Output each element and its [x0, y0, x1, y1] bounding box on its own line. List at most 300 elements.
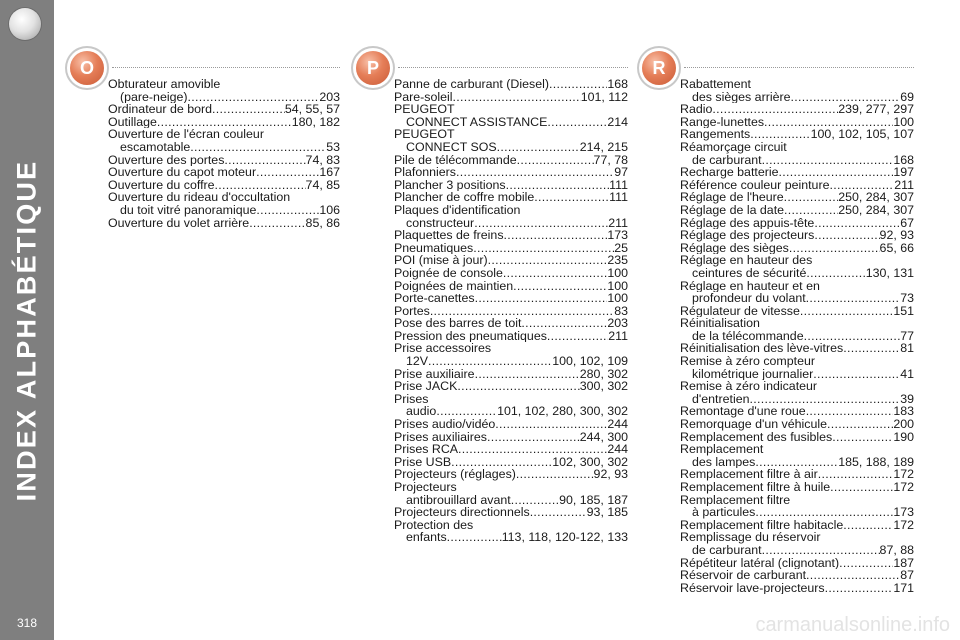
- entry-term: Portes: [394, 304, 430, 318]
- page-reference: 85, 86: [305, 216, 340, 230]
- entry-line: [394, 380, 628, 393]
- dot-leader: [750, 128, 810, 141]
- index-entry: [680, 418, 914, 431]
- sidebar-circle-icon: [9, 8, 41, 40]
- entry-term: Prise accessoires: [394, 342, 492, 356]
- entry-term: Recharge batterie: [680, 166, 779, 179]
- entry-subline: [680, 292, 914, 305]
- entry-subterm: des sièges arrière: [692, 90, 791, 104]
- dot-leader: [517, 154, 594, 167]
- entry-subline: [680, 368, 914, 381]
- entry-term: Prise auxiliaire: [394, 367, 475, 381]
- entry-term: Projecteurs directionnels: [394, 506, 530, 519]
- index-entry: [108, 179, 340, 192]
- page-reference: 77: [900, 329, 914, 343]
- page-reference: 244: [607, 418, 628, 431]
- entry-term: Remplissage du réservoir: [680, 531, 821, 544]
- entry-line: [680, 468, 914, 481]
- entry-line: [108, 78, 340, 91]
- entry-term: Plancher 3 positions: [394, 178, 506, 192]
- entry-term: Remise à zéro indicateur: [680, 380, 818, 393]
- entry-line: [108, 154, 340, 167]
- dot-leader: [458, 443, 607, 456]
- column-header: [356, 58, 628, 78]
- page-reference: 93, 185: [586, 506, 628, 519]
- dot-leader: [436, 405, 497, 418]
- page-reference: 300, 302: [579, 380, 628, 393]
- entry-line: [680, 519, 914, 532]
- entry-line: [394, 267, 628, 280]
- page-reference: 90, 185, 187: [559, 493, 628, 507]
- entry-list: [642, 78, 914, 594]
- dot-leader: [712, 103, 838, 116]
- index-entry: [680, 557, 914, 570]
- entry-line: [394, 418, 628, 431]
- page-reference: 250, 284, 307: [838, 203, 914, 217]
- page-reference: 67: [900, 216, 914, 230]
- entry-line: [680, 229, 914, 242]
- entry-term: Réglage en hauteur des: [680, 254, 813, 267]
- entry-line: [394, 78, 628, 91]
- index-entry: [394, 267, 628, 280]
- entry-line: [394, 330, 628, 343]
- entry-term: Prises auxiliaires: [394, 430, 487, 444]
- index-entry: [394, 229, 628, 242]
- entry-line: [680, 317, 914, 330]
- dot-leader: [487, 431, 580, 444]
- page-reference: 214, 215: [579, 140, 628, 154]
- entry-subterm: des lampes: [692, 455, 756, 469]
- entry-term: Réglage de l'heure: [680, 191, 784, 204]
- entry-term: Remplacement filtre habitacle: [680, 518, 844, 532]
- page-reference: 87, 88: [879, 543, 914, 557]
- entry-term: Répétiteur latéral (clignotant): [680, 556, 840, 570]
- index-entry: [394, 468, 628, 481]
- entry-line: [108, 103, 340, 116]
- entry-term: Prises: [394, 392, 429, 406]
- entry-subterm: de carburant: [692, 543, 762, 557]
- index-entry: [680, 569, 914, 582]
- dot-leader: [814, 229, 879, 242]
- entry-line: [394, 431, 628, 444]
- entry-term: Ouverture du coffre: [108, 178, 215, 192]
- page-reference: 100: [893, 115, 914, 129]
- entry-term: Plaquettes de freins: [394, 229, 504, 242]
- dot-leader: [456, 166, 614, 179]
- index-entry: [680, 204, 914, 217]
- page-reference: 111: [609, 191, 628, 204]
- page-reference: 151: [893, 304, 914, 318]
- dotted-divider: [112, 67, 340, 68]
- entry-term: Rabattement: [680, 78, 751, 91]
- entry-term: Remplacement filtre à air: [680, 468, 818, 481]
- dot-leader: [806, 405, 894, 418]
- page-reference: 106: [319, 203, 340, 217]
- index-entry: [394, 103, 628, 128]
- dot-leader: [825, 582, 894, 595]
- page-reference: 25: [614, 241, 628, 255]
- page-reference: 111: [609, 178, 628, 192]
- entry-term: Réservoir lave-projecteurs: [680, 581, 825, 595]
- entry-term: Prise JACK: [394, 380, 458, 393]
- entry-line: [680, 355, 914, 368]
- page-reference: 100: [607, 279, 628, 293]
- entry-line: [680, 494, 914, 507]
- page-reference: 185, 188, 189: [838, 455, 914, 469]
- entry-subterm: kilométrique journalier: [692, 367, 814, 381]
- entry-subterm: ceintures de sécurité: [692, 266, 807, 280]
- index-entry: [394, 128, 628, 153]
- dot-leader: [755, 456, 838, 469]
- index-column-p: [356, 58, 628, 544]
- page-reference: 239, 277, 297: [838, 103, 914, 116]
- dotted-divider: [398, 67, 628, 68]
- dot-leader: [504, 229, 608, 242]
- entry-subterm: du toit vitré panoramique: [120, 203, 257, 217]
- dot-leader: [818, 468, 894, 481]
- entry-line: [680, 569, 914, 582]
- page-reference: 100: [607, 266, 628, 280]
- entry-subterm: CONNECT ASSISTANCE: [406, 115, 548, 129]
- entry-term: PEUGEOT: [394, 103, 455, 116]
- entry-line: [680, 481, 914, 494]
- entry-subterm: CONNECT SOS: [406, 140, 497, 154]
- entry-term: Remontage d'une roue: [680, 405, 806, 419]
- index-entry: [394, 191, 628, 204]
- dot-leader: [224, 154, 305, 167]
- dot-leader: [453, 91, 581, 104]
- dot-leader: [511, 494, 559, 507]
- index-entry: [394, 506, 628, 519]
- index-entry: [394, 91, 628, 104]
- index-entry: [108, 217, 340, 230]
- sidebar-title-wrap: [2, 70, 52, 590]
- index-entry: [680, 342, 914, 355]
- index-entry: [394, 443, 628, 456]
- page-reference: 167: [319, 166, 340, 179]
- entry-line: [680, 254, 914, 267]
- entry-subterm: escamotable: [120, 140, 191, 154]
- entry-line: [680, 191, 914, 204]
- index-entry: [394, 280, 628, 293]
- dot-leader: [779, 166, 894, 179]
- entry-line: [680, 179, 914, 192]
- dot-leader: [784, 204, 838, 217]
- page-reference: 97: [614, 166, 628, 179]
- entry-term: Ouverture du capot moteur: [108, 166, 257, 179]
- entry-line: [394, 191, 628, 204]
- entry-term: Plancher de coffre mobile: [394, 191, 535, 204]
- dot-leader: [784, 191, 839, 204]
- letter-badge-o: O: [70, 51, 104, 85]
- dot-leader: [800, 305, 893, 318]
- entry-subterm: antibrouillard avant: [406, 493, 511, 507]
- index-entry: [680, 443, 914, 468]
- index-entry: [680, 317, 914, 342]
- entry-term: Radio: [680, 103, 713, 116]
- index-entry: [680, 166, 914, 179]
- index-entry: [680, 191, 914, 204]
- page-reference: 180, 182: [291, 115, 340, 129]
- page-reference: 130, 131: [865, 266, 914, 280]
- entry-term: Poignée de console: [394, 266, 503, 280]
- page-reference: 172: [893, 468, 914, 481]
- dot-leader: [806, 569, 900, 582]
- letter-badge-r: R: [642, 51, 676, 85]
- dot-leader: [497, 141, 580, 154]
- entry-term: Réinitialisation des lève-vitres: [680, 342, 844, 356]
- page-reference: 168: [607, 78, 628, 91]
- entry-subline: [680, 456, 914, 469]
- entry-term: Pression des pneumatiques: [394, 329, 547, 343]
- dot-leader: [188, 91, 320, 104]
- entry-line: [394, 481, 628, 494]
- dotted-divider: [684, 67, 914, 68]
- index-entry: [680, 78, 914, 103]
- dot-leader: [547, 116, 607, 129]
- index-entry: [394, 179, 628, 192]
- entry-line: [680, 141, 914, 154]
- entry-subterm: (pare-neige): [120, 90, 188, 104]
- dot-leader: [843, 342, 900, 355]
- dot-leader: [157, 116, 292, 129]
- entry-line: [680, 103, 914, 116]
- entry-line: [394, 519, 628, 532]
- entry-subterm: profondeur du volant: [692, 292, 806, 305]
- watermark: carmanualsonline.info: [755, 614, 950, 636]
- page-reference: 244: [607, 443, 628, 456]
- page-reference: 102, 300, 302: [552, 455, 628, 469]
- dot-leader: [789, 242, 880, 255]
- entry-line: [108, 217, 340, 230]
- page-reference: 211: [608, 329, 628, 343]
- entry-line: [108, 128, 340, 141]
- index-entry: [680, 280, 914, 305]
- entry-term: Remise à zéro compteur: [680, 355, 815, 368]
- index-entry: [108, 166, 340, 179]
- entry-line: [394, 506, 628, 519]
- entry-subline: [108, 141, 340, 154]
- index-entry: [394, 481, 628, 506]
- page-reference: 92, 93: [879, 229, 914, 242]
- index-entry: [680, 531, 914, 556]
- page-reference: 54, 55, 57: [284, 103, 340, 116]
- dot-leader: [430, 305, 614, 318]
- entry-subline: [394, 494, 628, 507]
- dot-leader: [506, 179, 610, 192]
- index-entry: [394, 317, 628, 330]
- dot-leader: [447, 531, 502, 544]
- entry-line: [680, 418, 914, 431]
- entry-line: [680, 443, 914, 456]
- entry-subline: [108, 91, 340, 104]
- entry-term: Porte-canettes: [394, 292, 475, 305]
- page-reference: 81: [900, 342, 914, 356]
- index-entry: [394, 330, 628, 343]
- index-entry: [680, 380, 914, 405]
- page-reference: 187: [893, 556, 914, 570]
- dot-leader: [829, 179, 894, 192]
- index-entry: [394, 154, 628, 167]
- dot-leader: [762, 544, 880, 557]
- page-reference: 101, 112: [580, 90, 628, 104]
- entry-line: [680, 204, 914, 217]
- index-entry: [108, 128, 340, 153]
- dot-leader: [827, 418, 893, 431]
- dot-leader: [814, 217, 900, 230]
- entry-term: Réglage des projecteurs: [680, 229, 815, 242]
- entry-line: [108, 191, 340, 204]
- index-entry: [394, 204, 628, 229]
- dot-leader: [215, 179, 306, 192]
- entry-term: Réamorçage circuit: [680, 140, 787, 154]
- entry-subline: [394, 405, 628, 418]
- page-reference: 250, 284, 307: [838, 191, 914, 204]
- letter-badge-p: P: [356, 51, 390, 85]
- entry-term: Remplacement filtre: [680, 493, 791, 507]
- dot-leader: [764, 116, 893, 129]
- index-entry: [680, 242, 914, 255]
- page-reference: 73: [900, 292, 914, 305]
- entry-subterm: d'entretien: [692, 392, 750, 406]
- entry-line: [680, 280, 914, 293]
- index-entry: [680, 494, 914, 519]
- page-reference: 200: [893, 418, 914, 431]
- index-entry: [680, 141, 914, 166]
- entry-line: [394, 229, 628, 242]
- index-entry: [394, 242, 628, 255]
- page-reference: 101, 102, 280, 300, 302: [497, 405, 628, 419]
- index-entry: [108, 191, 340, 216]
- entry-line: [394, 443, 628, 456]
- entry-subline: [108, 204, 340, 217]
- entry-line: [680, 217, 914, 230]
- page-reference: 214: [607, 115, 628, 129]
- page-reference: 92, 93: [593, 468, 628, 481]
- index-entry: [108, 78, 340, 103]
- entry-term: Plaques d'identification: [394, 203, 521, 217]
- index-entry: [680, 128, 914, 141]
- page-reference: 113, 118, 120-122, 133: [501, 531, 628, 544]
- entry-term: Réinitialisation: [680, 317, 760, 330]
- page-reference: 172: [893, 481, 914, 494]
- entry-line: [680, 116, 914, 129]
- page-reference: 197: [893, 166, 914, 179]
- dot-leader: [790, 91, 900, 104]
- dot-leader: [530, 506, 587, 519]
- entry-subline: [394, 531, 628, 544]
- entry-term: Ouverture de l'écran couleur: [108, 128, 264, 141]
- page-reference: 53: [326, 140, 340, 154]
- dot-leader: [256, 166, 319, 179]
- entry-line: [680, 531, 914, 544]
- page-reference: 211: [894, 178, 914, 192]
- dot-leader: [473, 242, 614, 255]
- entry-line: [394, 103, 628, 116]
- index-entry: [394, 519, 628, 544]
- entry-subline: [680, 154, 914, 167]
- entry-line: [394, 456, 628, 469]
- dot-leader: [749, 393, 900, 406]
- page-reference: 39: [900, 392, 914, 406]
- dot-leader: [212, 103, 285, 116]
- entry-line: [680, 242, 914, 255]
- index-title: INDEX ALPHABÉTIQUE: [11, 159, 42, 501]
- entry-line: [680, 582, 914, 595]
- entry-subline: [680, 91, 914, 104]
- page-reference: 190: [893, 430, 914, 444]
- entry-line: [394, 166, 628, 179]
- page-reference: 168: [893, 153, 914, 167]
- dot-leader: [457, 380, 579, 393]
- index-entry: [680, 229, 914, 242]
- dot-leader: [806, 292, 901, 305]
- dot-leader: [475, 292, 608, 305]
- entry-term: Poignées de maintien: [394, 279, 514, 293]
- index-entry: [680, 355, 914, 380]
- dot-leader: [249, 217, 305, 230]
- entry-line: [680, 166, 914, 179]
- page-reference: 87: [900, 569, 914, 582]
- index-entry: [680, 116, 914, 129]
- entry-term: Rangements: [680, 128, 751, 141]
- column-header: [70, 58, 340, 78]
- entry-subline: [394, 217, 628, 230]
- index-entry: [394, 166, 628, 179]
- dot-leader: [762, 154, 894, 167]
- entry-line: [394, 368, 628, 381]
- index-entry: [680, 481, 914, 494]
- dot-leader: [495, 418, 607, 431]
- entry-subline: [680, 267, 914, 280]
- index-entry: [680, 217, 914, 230]
- entry-line: [394, 292, 628, 305]
- entry-line: [680, 78, 914, 91]
- dot-leader: [547, 330, 608, 343]
- index-entry: [680, 468, 914, 481]
- index-column-r: [642, 58, 914, 594]
- entry-subline: [680, 330, 914, 343]
- index-entry: [680, 431, 914, 444]
- dot-leader: [839, 557, 893, 570]
- entry-line: [394, 393, 628, 406]
- entry-subterm: enfants: [406, 531, 447, 544]
- entry-line: [394, 305, 628, 318]
- dot-leader: [516, 468, 594, 481]
- page-reference: 171: [893, 581, 914, 595]
- entry-line: [394, 204, 628, 217]
- dot-leader: [843, 519, 893, 532]
- page-reference: 100, 102, 105, 107: [810, 128, 914, 141]
- index-entry: [394, 456, 628, 469]
- entry-subline: [680, 506, 914, 519]
- entry-line: [394, 342, 628, 355]
- dot-leader: [806, 267, 865, 280]
- page-reference: 172: [893, 518, 914, 532]
- entry-term: Prises audio/vidéo: [394, 418, 496, 431]
- entry-line: [394, 179, 628, 192]
- entry-list: [356, 78, 628, 544]
- dot-leader: [475, 368, 580, 381]
- index-entry: [680, 519, 914, 532]
- entry-term: PEUGEOT: [394, 128, 455, 141]
- entry-line: [108, 116, 340, 129]
- entry-line: [394, 154, 628, 167]
- dot-leader: [474, 217, 608, 230]
- entry-list: [70, 78, 340, 229]
- entry-subterm: de carburant: [692, 153, 762, 167]
- index-entry: [108, 103, 340, 116]
